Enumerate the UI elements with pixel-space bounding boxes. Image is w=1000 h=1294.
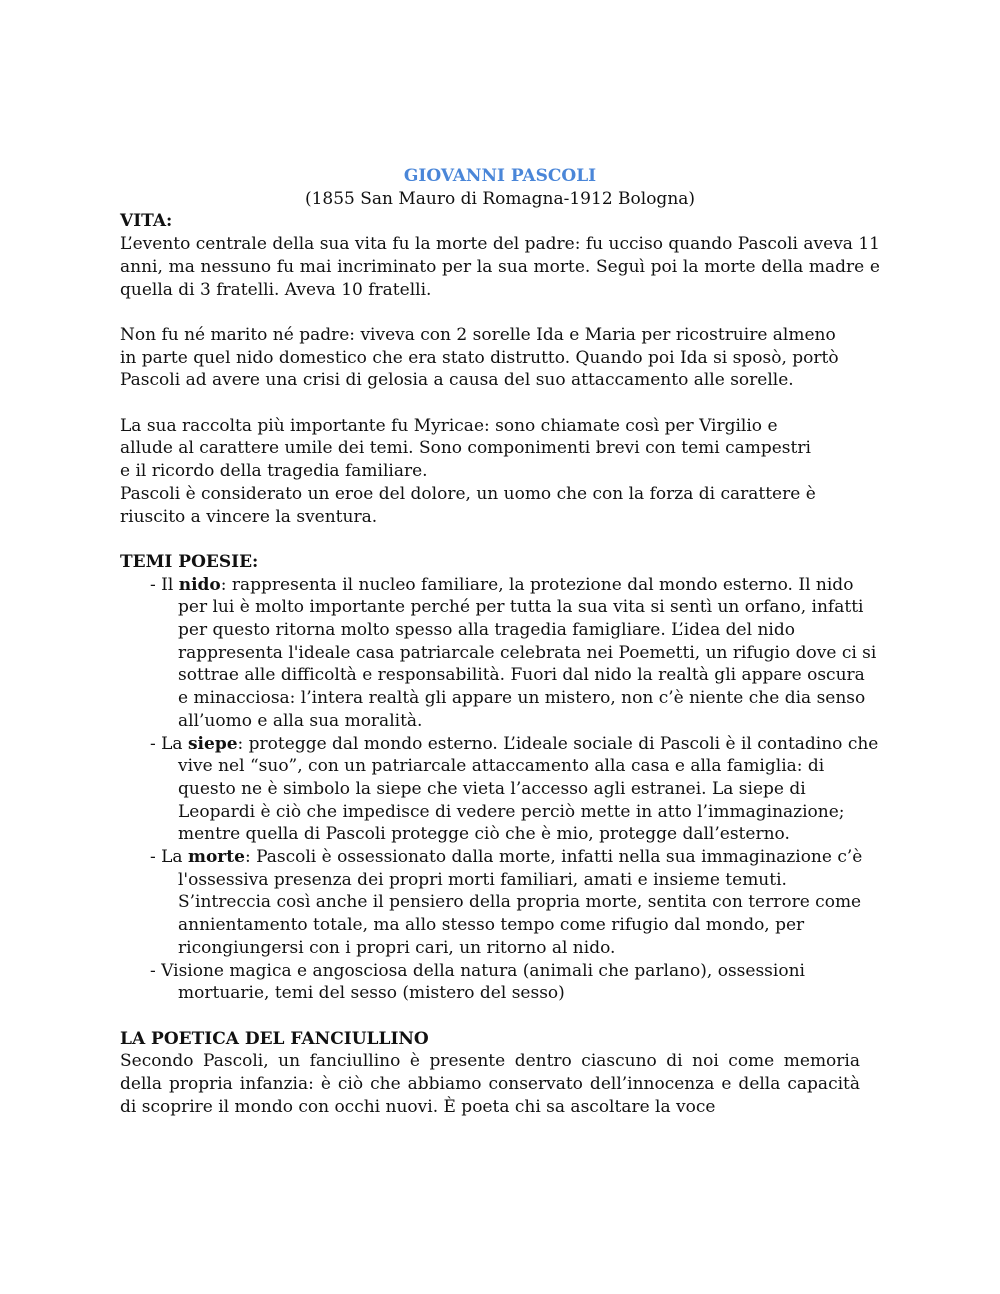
section-heading-poetica: LA POETICA DEL FANCIULLINO	[120, 1028, 429, 1049]
vita-paragraph-3: La sua raccolta più importante fu Myricae: sono chiamate così per Virgilio e allude al carattere umile dei temi. Sono componimenti brevi con temi campestri e il ricordo della tragedia familiare.	[120, 415, 811, 482]
list-item: - La morte: Pascoli è ossessionato dalla morte, infatti nella sua immaginazione c’è l'ossessiva presenza dei propri morti familiari, amati e insieme temuti. S’intreccia così anche il pensiero della propria morte, sentita con terrore come annientamento totale, ma allo stesso tempo come rifugio dal mondo, per ricongiungersi con i propri cari, un ritorno al nido.	[150, 847, 863, 958]
vita-paragraph-4: Pascoli è considerato un eroe del dolore, un uomo che con la forza di carattere è riuscito a vincere la sventura.	[120, 483, 816, 527]
document-subtitle: (1855 San Mauro di Romagna-1912 Bologna)	[304, 188, 696, 209]
list-item-keyword: nido	[178, 574, 221, 595]
list-item: - Il nido: rappresenta il nucleo familiare, la protezione dal mondo esterno. Il nido per lui è molto importante perché per tutta la sua vita si sentì un orfano, infatti per questo ritorna molto spesso alla tragedia famigliare. L’idea del nido rappresenta l'ideale casa patriarcale celebrata nei Poemetti, un rifugio dove ci si sottrae alle difficoltà e responsabilità. Fuori dal nido la realtà gli appare oscura e minacciosa: l’intera realtà gli appare un mistero, non c’è niente che dia senso all’uomo e alla sua moralità.	[150, 574, 877, 731]
list-item: - Visione magica e angosciosa della natura (animali che parlano), ossessioni mortuarie, temi del sesso (mistero del sesso)	[150, 960, 805, 1004]
list-item: - La siepe: protegge dal mondo esterno. L’ideale sociale di Pascoli è il contadino che vive nel “suo”, con un patriarcale attaccamento alla casa e alla famiglia: di questo ne è simbolo la siepe che vieta l’accesso agli estranei. La siepe di Leopardi è ciò che impedisce di vedere perciò mette in atto l’immaginazione; mentre quella di Pascoli protegge ciò che è mio, protegge dall’esterno.	[150, 733, 879, 845]
section-heading-temi: TEMI POESIE:	[120, 551, 259, 572]
poetica-paragraph-1: Secondo Pascoli, un fanciullino è presente dentro ciascuno di noi come memoria della propria infanzia: è ciò che abbiamo conservato dell’innocenza e della capacità di scoprire il mondo con occhi nuovi. È poeta chi sa ascoltare la voce	[120, 1051, 860, 1117]
list-item-keyword: morte	[187, 847, 245, 868]
vita-paragraph-1: L’evento centrale della sua vita fu la morte del padre: fu ucciso quando Pascoli aveva 11 anni, ma nessuno fu mai incriminato per la sua morte. Seguì poi la morte della madre e quella di 3 fratelli. Aveva 10 fratelli.	[120, 234, 880, 300]
list-item-keyword: siepe	[187, 733, 238, 754]
document-title: GIOVANNI PASCOLI	[403, 166, 597, 186]
vita-paragraph-2: Non fu né marito né padre: viveva con 2 sorelle Ida e Maria per ricostruire almeno in parte quel nido domestico che era stato distrutto. Quando poi Ida si sposò, portò Pascoli ad avere una crisi di gelosia a causa del suo attaccamento alle sorelle.	[120, 324, 839, 391]
document-body	[120, 165, 880, 1118]
section-heading-vita: VITA:	[120, 211, 173, 232]
